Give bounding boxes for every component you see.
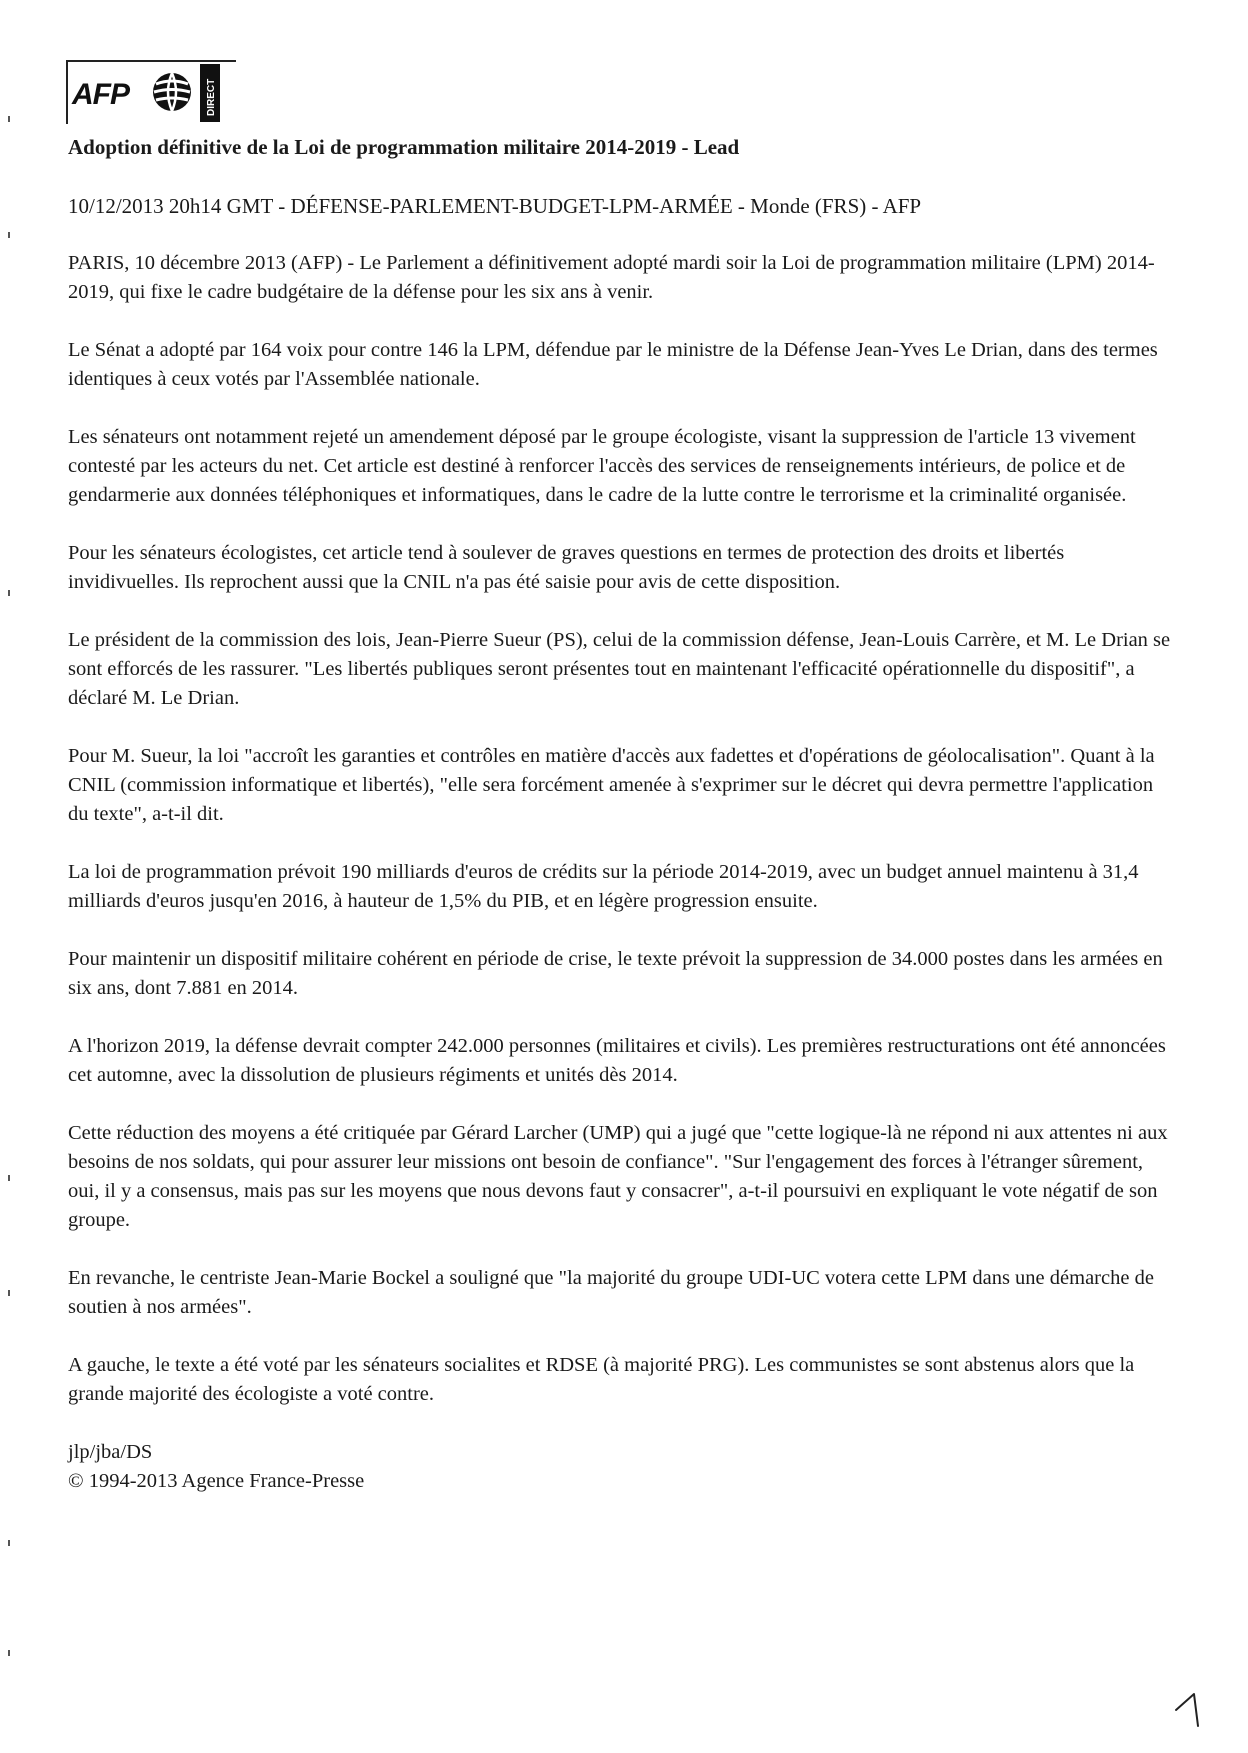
paragraph-8: Pour maintenir un dispositif militaire cohérent en période de crise, le texte prévoit la suppression de 34.000 postes dans les armées en six ans, dont 7.881 en 2014. <box>68 948 1163 999</box>
paragraph-9: A l'horizon 2019, la défense devrait compter 242.000 personnes (militaires et civils). Les premières restructurations ont été annoncées cet automne, avec la dissolution de plusieurs régiments et unités dès 2014. <box>68 1035 1166 1086</box>
article-body <box>68 249 1178 1496</box>
scan-edge-mark <box>8 1290 10 1296</box>
globe-icon <box>153 73 191 111</box>
paragraph-4: Pour les sénateurs écologistes, cet article tend à soulever de graves questions en termes de protection des droits et libertés invidivuelles. Ils reprochent aussi que la CNIL n'a pas été saisie pour avis de cette disposition. <box>68 542 1065 593</box>
paragraph-11: En revanche, le centriste Jean-Marie Bockel a souligné que "la majorité du groupe UDI-UC votera cette LPM dans une démarche de soutien à nos armées". <box>68 1267 1154 1318</box>
paragraph-5: Le président de la commission des lois, Jean-Pierre Sueur (PS), celui de la commission défense, Jean-Louis Carrère, et M. Le Drian se sont efforcés de les rassurer. "Les libertés publiques seront présentes tout en maintenant l'efficacité opérationnelle du dispositif", a déclaré M. Le Drian. <box>68 629 1171 709</box>
copyright-line: © 1994-2013 Agence France-Presse <box>68 1470 365 1492</box>
afp-logo <box>66 60 236 124</box>
paragraph-6: Pour M. Sueur, la loi "accroît les garanties et contrôles en matière d'accès aux fadettes et d'opérations de géolocalisation". Quant à la CNIL (commission informatique et libertés), "elle sera forcément amenée à s'exprimer sur le décret qui devra permettre l'application du texte", a-t-il dit. <box>68 745 1155 825</box>
scan-edge-mark <box>8 1175 10 1181</box>
handwritten-page-number <box>1172 1688 1212 1728</box>
paragraph-7: La loi de programmation prévoit 190 milliards d'euros de crédits sur la période 2014-2019, avec un budget annuel maintenu à 31,4 milliards d'euros jusqu'en 2016, à hauteur de 1,5% du PIB, et en légère progression ensuite. <box>68 861 1139 912</box>
headline: Adoption définitive de la Loi de programmation militaire 2014-2019 - Lead <box>68 135 740 159</box>
dateline-meta: 10/12/2013 20h14 GMT - DÉFENSE-PARLEMENT-BUDGET-LPM-ARMÉE - Monde (FRS) - AFP <box>68 194 922 218</box>
paragraph-2: Le Sénat a adopté par 164 voix pour contre 146 la LPM, défendue par le ministre de la Défense Jean-Yves Le Drian, dans des termes identiques à ceux votés par l'Assemblée nationale. <box>68 339 1158 390</box>
scan-edge-mark <box>8 590 10 596</box>
scan-edge-mark <box>8 1540 10 1546</box>
scan-edge-mark <box>8 232 10 238</box>
paragraph-10: Cette réduction des moyens a été critiquée par Gérard Larcher (UMP) qui a jugé que "cette logique-là ne répond ni aux attentes ni aux besoins de nos soldats, qui pour assurer leur missions ont besoin de confiance". "Sur l'engagement des forces à l'étranger sûrement, oui, il y a consensus, mais pas sur les moyens que nous devons faut y consacrer", a-t-il poursuivi en expliquant le vote négatif de son groupe. <box>68 1122 1168 1231</box>
paragraph-1: PARIS, 10 décembre 2013 (AFP) - Le Parlement a définitivement adopté mardi soir la Loi de programmation militaire (LPM) 2014-2019, qui fixe le cadre budgétaire de la défense pour les six ans à venir. <box>68 252 1155 303</box>
paragraph-3: Les sénateurs ont notamment rejeté un amendement déposé par le groupe écologiste, visant la suppression de l'article 13 vivement contesté par les acteurs du net. Cet article est destiné à renforcer l'accès des services de renseignements intérieurs, de police et de gendarmerie aux données téléphoniques et informatiques, dans le cadre de la lutte contre le terrorisme et la criminalité organisée. <box>68 426 1136 506</box>
paragraph-12: A gauche, le texte a été voté par les sénateurs socialites et RDSE (à majorité PRG). Les communistes se sont abstenus alors que la grande majorité des écologiste a voté contre. <box>68 1354 1135 1405</box>
logo-brand-text: AFP <box>72 78 129 111</box>
scan-edge-mark <box>8 1650 10 1656</box>
logo-side-label: DIRECT <box>206 78 217 116</box>
author-signature: jlp/jba/DS <box>68 1441 153 1463</box>
scan-edge-mark <box>8 116 10 122</box>
afp-logo-icon <box>68 62 236 124</box>
